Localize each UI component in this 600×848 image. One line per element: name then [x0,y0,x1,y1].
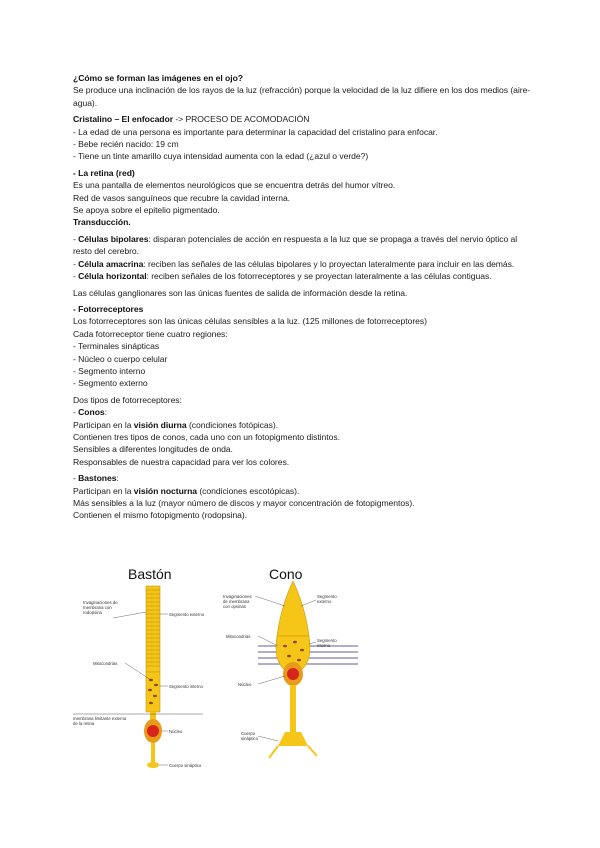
retina-line: Es una pantalla de elementos neurológicos que se encuentra detrás del humor vítreo. [73,180,396,191]
colon: : [116,473,119,484]
dash: - [73,473,79,484]
dash: - [73,271,79,282]
dash: - [73,407,79,418]
cristalino-item: - La edad de una persona es importante para determinar la capacidad del cristalino para enfocar. [73,126,438,137]
cell-desc: : reciben las señales de las células bipolares y lo proyectan lateralmente para incluir en las demás. [143,258,515,269]
document-body [73,72,533,522]
colon: : [104,407,107,418]
fotorreceptores-line: - Terminales sinápticas [73,341,160,352]
fotorreceptores-line: - Núcleo o cuerpo celular [73,353,168,364]
bastones-title: Bastones [78,473,117,484]
bastones-heading [73,472,533,484]
conos-line [73,419,533,431]
cone-label-segmento-interno: Segmento interno [317,638,337,648]
cell-item [73,233,533,258]
text: (condiciones fotópicas). [186,419,279,430]
cell-desc: : disparan potenciales de acción en respuesta a la luz que se propaga a través del nervio óptico al resto del cerebro. [73,233,518,257]
dash: - [73,258,79,269]
conos-title: Conos [78,407,105,418]
transduccion-heading: Transducción. [73,217,131,228]
rod-label-mitocondrias: Mitocondrias [93,661,118,666]
rod-label-segmento-interno: Segmento interno [169,684,203,689]
cristalino-title: Cristalino – El enfocador [73,114,173,125]
text: Participan en la [73,419,134,430]
ganglionares-text: Las células ganglionares son las únicas fuentes de salida de información desde la retina. [73,287,408,298]
retina-heading: - La retina (red) [73,167,135,178]
dash: - [73,233,79,244]
cell-desc: : reciben señales de los fotorreceptores y se proyectan lateralmente a las células contiguas. [146,271,492,282]
photoreceptor-figure [73,566,373,786]
bastones-line [73,485,533,497]
conos-line: Contienen tres tipos de conos, cada uno con un fotopigmento distintos. [73,431,340,442]
emphasis: visión diurna [133,419,187,430]
rod-label-nucleo: Núcleo [169,729,183,734]
cone-label-nucleo: Núcleo [238,682,252,687]
fotorreceptores-line: Cada fotorreceptor tiene cuatro regiones: [73,328,228,339]
fotorreceptores-line: - Segmento externo [73,378,148,389]
retina-line: Red de vasos sanguíneos que recubre la cavidad interna. [73,192,291,203]
fotorreceptores-line: Los fotorreceptores son las únicas células sensibles a la luz. (125 millones de fotorreceptores) [73,316,427,327]
rod-label-membrana: membrana limitante externa de la retina [73,716,127,726]
question-title: ¿Cómo se forman las imágenes en el ojo? [73,73,243,83]
rod-label-invaginaciones: Invaginaciones de membrana con rodopsina [83,600,118,615]
fotorreceptores-line: - Segmento interno [73,365,146,376]
emphasis: visión nocturna [133,485,198,496]
fotorreceptores-heading: - Fotorreceptores [73,303,144,314]
rod-label-segmento-externo: Segmento externo [169,612,205,617]
bastones-line: Contienen el mismo fotopigmento (rodopsina). [73,510,248,521]
conos-heading [73,406,533,418]
tipos-text: Dos tipos de fotorreceptores: [73,394,182,405]
cone-label-mitocondrias: Mitocondrias [226,634,251,639]
cristalino-item: - Tiene un tinte amarillo cuya intensidad aumenta con la edad (¿azul o verde?) [73,151,369,162]
cristalino-heading [73,113,533,125]
conos-line: Sensibles a diferentes longitudes de onda. [73,444,233,455]
text: (condiciones escotópicas). [197,485,300,496]
cone-label-invaginaciones: Invaginaciones de membrana con opsinas [223,594,252,609]
cone-cell-illustration [255,581,358,758]
text: Participan en la [73,485,134,496]
conos-line: Responsables de nuestra capacidad para ver los colores. [73,456,290,467]
retina-line: Se apoya sobre el epitelio pigmentado. [73,205,220,216]
cell-name: Célula amacrina [78,258,144,269]
cone-label-cuerpo-sinaptico: Cuerpo sináptico [241,731,258,741]
cell-name: Célula horizontal [78,271,147,282]
question-body: Se produce una inclinación de los rayos de la luz (refracción) porque la velocidad de la luz difiere en los dos medios (aire-agua). [73,85,531,108]
baston-title: Bastón [128,566,172,582]
rod-label-cuerpo-sinaptico: Cuerpo sináptico [169,763,202,768]
cell-item [73,258,533,270]
cristalino-item: - Bebe recién nacido: 19 cm [73,139,179,150]
cell-item [73,270,533,282]
bastones-line: Más sensibles a la luz (mayor número de discos y mayor concentración de fotopigmentos). [73,498,415,508]
cristalino-subtitle: -> PROCESO DE ACOMODACIÓN [173,114,310,125]
cell-name: Células bipolares [78,233,149,244]
cone-label-segmento-externo: Segmento externo [317,594,337,604]
cono-title: Cono [269,566,303,582]
